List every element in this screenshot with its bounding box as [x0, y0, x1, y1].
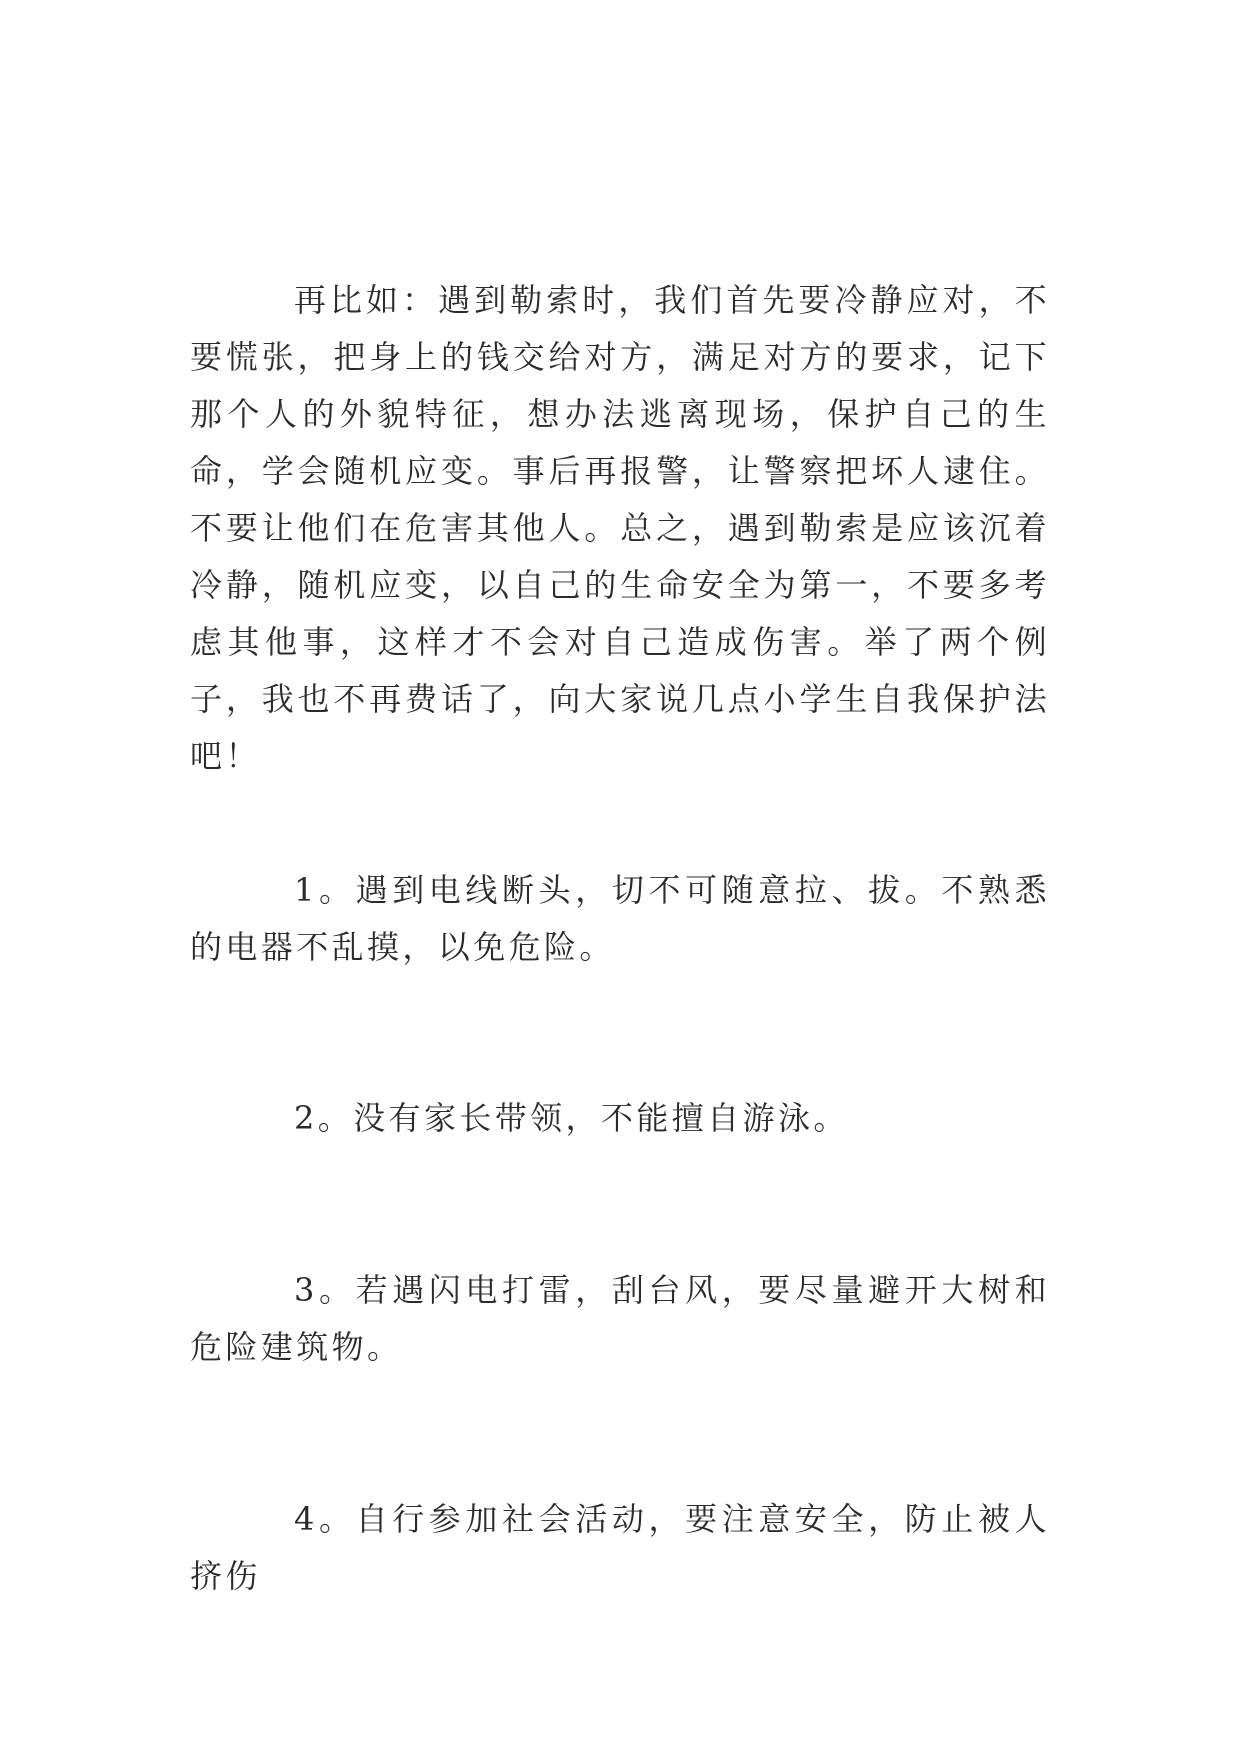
paragraph-tip-1: 1。遇到电线断头，切不可随意拉、拔。不熟悉的电器不乱摸，以免危险。	[190, 871, 1050, 966]
paragraph-tip-2: 2。没有家长带领，不能擅自游泳。	[294, 1099, 849, 1137]
paragraph-tip-3: 3。若遇闪电打雷，刮台风，要尽量避开大树和危险建筑物。	[190, 1271, 1050, 1366]
paragraph-extortion-advice: 再比如：遇到勒索时，我们首先要冷静应对，不要慌张，把身上的钱交给对方，满足对方的要求，记下那个人的外貌特征，想办法逃离现场，保护自己的生命，学会随机应变。事后再报警，让警察把坏人逮住。不要让他们在危害其他人。总之，遇到勒索是应该沉着冷静，随机应变，以自己的生命安全为第一，不要多考虑其他事，这样才不会对自己造成伤害。举了两个例子，我也不再费话了，向大家说几点小学生自我保护法吧！	[190, 281, 1050, 775]
paragraph-tip-4: 4。自行参加社会活动，要注意安全，防止被人挤伤	[190, 1500, 1050, 1595]
